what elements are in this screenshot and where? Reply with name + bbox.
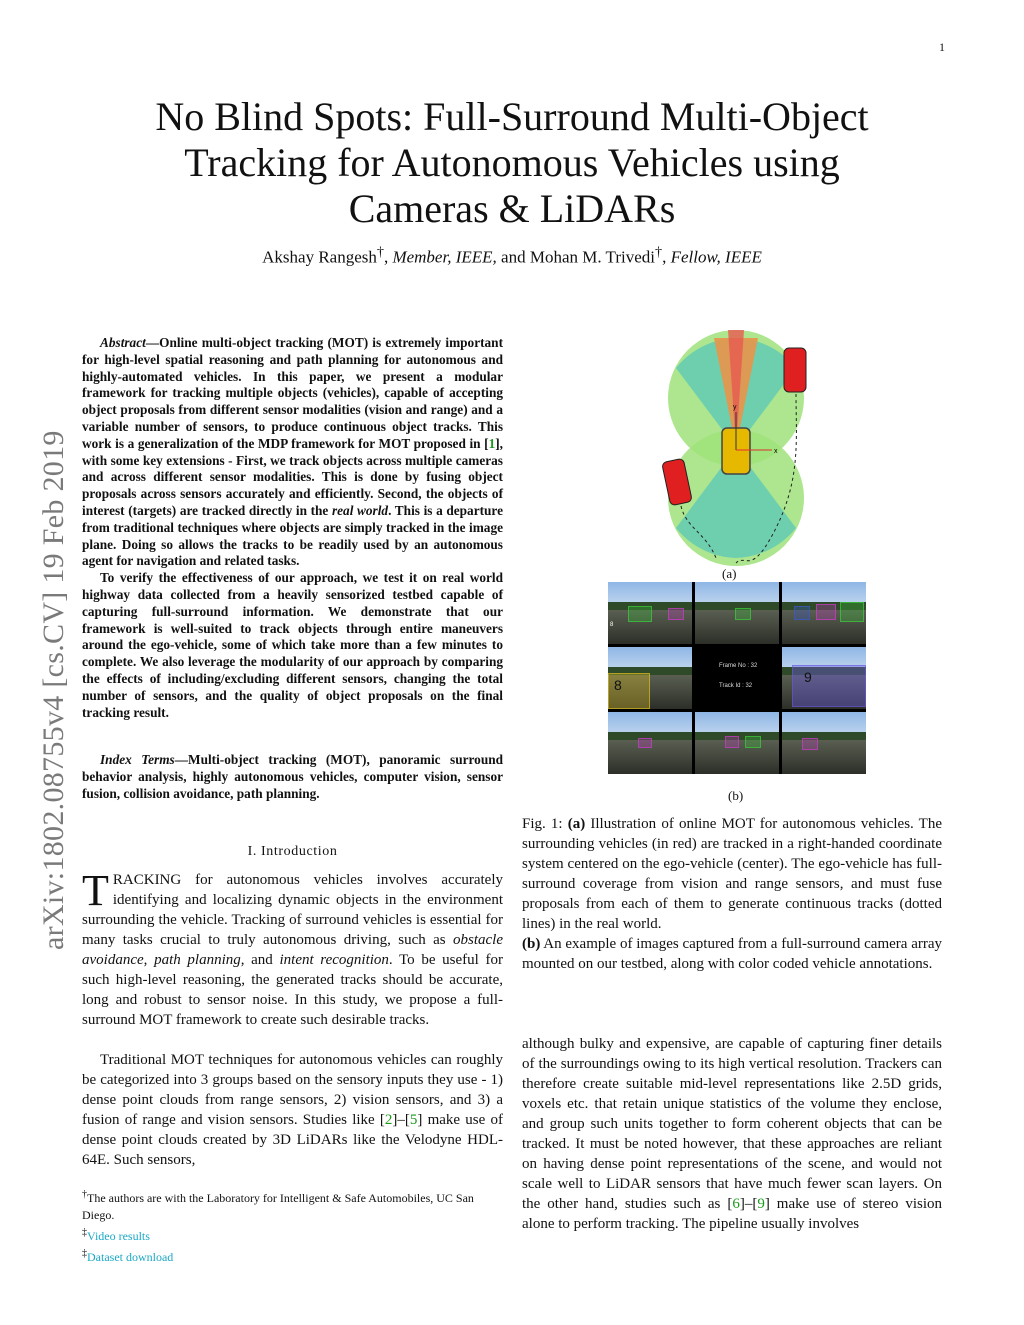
camera-view bbox=[608, 582, 692, 644]
author-2-role: Fellow, IEEE bbox=[670, 247, 762, 267]
caption-text-b: An example of images captured from a full-surround camera array mounted on our testbed, along with color coded vehicle annotations. bbox=[522, 936, 942, 972]
intro2-dash: ]–[ bbox=[392, 1112, 410, 1128]
index-terms bbox=[82, 752, 503, 802]
footnotes bbox=[82, 1186, 503, 1266]
citation-link[interactable]: 1 bbox=[488, 435, 496, 451]
figure-1a-diagram bbox=[636, 328, 836, 568]
arxiv-sidebar: arXiv:1802.08755v4 [cs.CV] 19 Feb 2019 bbox=[37, 430, 70, 950]
caption-prefix: Fig. 1: bbox=[522, 816, 568, 832]
camera-view bbox=[782, 582, 866, 644]
index-terms-text: —Multi-object tracking (MOT), panoramic surround behavior analysis, highly autonomous vehicles, computer vision, sensor fusion, collision avoidance, path planning. bbox=[82, 752, 504, 801]
camera-view bbox=[695, 712, 779, 774]
abstract-label: Abstract bbox=[100, 335, 146, 350]
author-2: Mohan M. Trivedi bbox=[529, 247, 655, 267]
author-line: Akshay Rangesh†, Member, IEEE, and Mohan M. Trivedi†, Fellow, IEEE bbox=[262, 244, 762, 267]
camera-view bbox=[608, 647, 692, 709]
track-id: 9 bbox=[804, 669, 812, 685]
figure-1b-camera-grid bbox=[608, 582, 866, 774]
intro2-text-1: Traditional MOT techniques for autonomous vehicles can roughly be categorized into 3 groups based on the sensory inputs they use - 1) dense point clouds from range sensors, 2) vision sensors, and 3) a fusion of range and vision sensors. Studies like [ bbox=[82, 1052, 503, 1128]
subfigure-a-label: (a) bbox=[722, 566, 737, 581]
camera-view bbox=[695, 582, 779, 644]
track-id: 8 bbox=[614, 677, 622, 693]
author-2-mark: † bbox=[655, 244, 663, 260]
intro-text-2: . To be useful for such high-level reasoning, the generated tracks should be accurate, long and robust to sensor noise. In this study, we propose a full-surround MOT framework to create such desirable tracks. bbox=[82, 952, 503, 1028]
intro-sep-2: , and bbox=[240, 952, 280, 968]
footnote-dataset bbox=[82, 1245, 503, 1266]
footnote-mark: ‡ bbox=[82, 1248, 87, 1259]
intro-text-1: RACKING for autonomous vehicles involves accurately identifying and localizing dynamic objects in the environment surrounding the vehicle. Tracking of surround vehicles is essential for many tasks crucial to truly autonomous driving, such as bbox=[82, 872, 503, 948]
abstract-text-2: ], with some key extensions - First, we track objects across multiple cameras and across different sensor modalities. This is done by fusing object proposals across sensors accurately and efficiently. Second, the objects of interest (targets) are tracked directly in the bbox=[82, 435, 503, 518]
x-axis-label: x bbox=[774, 448, 778, 455]
author-1-mark: † bbox=[376, 244, 384, 260]
abstract-paragraph-2: To verify the effectiveness of our approach, we test it on real world highway data collected from a heavily sensorized testbed capable of capturing full-surround information. We demonstrate that our framework is well-suited to track objects through entire maneuvers around the ego-vehicle, some of which take more than a few minutes to complete. We also leverage the modularity of our approach by comparing the effects of including/excluding different sensors, changing the total number of sensors, and the quality of object proposals on the final tracking result. bbox=[82, 570, 503, 720]
footnote-affiliation bbox=[82, 1186, 503, 1224]
tracked-car bbox=[784, 348, 806, 392]
intro-sep-1: , bbox=[143, 952, 155, 968]
col2-text: although bulky and expensive, are capable of capturing finer details of the surroundings owing to its high vertical resolution. Trackers can therefore create suitable mid-level representations like 2.5D grids, voxels etc. that retain unique statistics of the volume they enclose, and group such units together to form coherent objects that can be tracked. It must be noted however, that these approaches are reliant on having dense point representations of the scene, and would not scale well to LiDAR sensors that have much fewer scan layers. On the other hand, studies such as [ bbox=[522, 1036, 942, 1212]
drop-cap: T bbox=[82, 866, 109, 915]
paper-title: No Blind Spots: Full-Surround Multi-Object Tracking for Autonomous Vehicles using Cameras & LiDARs bbox=[155, 94, 869, 231]
video-results-link[interactable]: Video results bbox=[87, 1229, 150, 1243]
track-id: 8 bbox=[610, 622, 614, 628]
author-and: and bbox=[501, 247, 526, 267]
caption-mark-b: (b) bbox=[522, 936, 541, 952]
camera-view bbox=[608, 712, 692, 774]
intro-emph-2: path planning bbox=[154, 952, 241, 968]
footnote-text: The authors are with the Laboratory for Intelligent & Safe Automobiles, UC San Diego. bbox=[82, 1191, 474, 1222]
footnote-mark: † bbox=[82, 1189, 87, 1200]
author-1-role: Member, IEEE, bbox=[392, 247, 497, 267]
citation-link[interactable]: 2 bbox=[384, 1112, 393, 1128]
footnote-video bbox=[82, 1224, 503, 1245]
frame-number: Frame No : 32 bbox=[719, 663, 758, 669]
abstract-emph: real world bbox=[331, 502, 389, 518]
abstract bbox=[82, 335, 503, 721]
author-1: Akshay Rangesh bbox=[262, 247, 377, 267]
camera-view bbox=[782, 712, 866, 774]
abstract-text-1: —Online multi-object tracking (MOT) is extremely important for high-level spatial reasoning and path planning for autonomous and highly-automated vehicles. In this paper, we present a modular framework for tracking multiple objects (vehicles), capable of accepting object proposals from different sensor modalities (vision and range) and a variable number of sensors, to produce continuous object tracks. This work is a generalization of the MDP framework for MOT proposed in [ bbox=[82, 335, 503, 451]
intro-emph-3: intent recognition bbox=[279, 952, 389, 968]
section-heading: I. Introduction bbox=[247, 844, 338, 859]
citation-link[interactable]: 6 bbox=[732, 1196, 740, 1212]
page-number: 1 bbox=[939, 40, 945, 54]
intro-paragraph-1 bbox=[82, 866, 503, 1030]
intro-emph-1: obstacle avoidance bbox=[82, 932, 503, 968]
caption-text-a: Illustration of online MOT for autonomous vehicles. The surrounding vehicles (in red) are tracked in a right-handed coordinate system centered on the ego-vehicle (center). The ego-vehicle has full-surround coverage from vision and range sensors, and must fuse proposals from each of them to generate continuous tracks (dotted lines) in the real world. bbox=[522, 816, 942, 932]
dataset-download-link[interactable]: Dataset download bbox=[87, 1250, 174, 1264]
y-axis-label: y bbox=[733, 404, 737, 411]
caption-mark-a: (a) bbox=[567, 816, 586, 832]
track-id-readout: Track Id : 32 bbox=[719, 683, 753, 689]
col2-text-end: ] make use of stereo vision alone to perform tracking. The pipeline usually involves bbox=[522, 1196, 942, 1232]
intro2-text-2: ] make use of dense point clouds created by 3D LiDARs like the Velodyne HDL-64E. Such sensors, bbox=[82, 1112, 504, 1168]
subfigure-b-label: (b) bbox=[728, 788, 744, 803]
figure-caption bbox=[522, 814, 942, 974]
citation-link[interactable]: 9 bbox=[757, 1196, 765, 1212]
intro-paragraph-2 bbox=[82, 1050, 503, 1170]
camera-view bbox=[782, 647, 866, 709]
info-panel bbox=[695, 647, 779, 709]
citation-link[interactable]: 5 bbox=[409, 1112, 418, 1128]
column-2-text bbox=[522, 1034, 942, 1234]
index-terms-label: Index Terms bbox=[100, 752, 175, 767]
col2-dash: ]–[ bbox=[739, 1196, 758, 1212]
footnote-mark: ‡ bbox=[82, 1227, 87, 1238]
abstract-text-3: . This is a departure from traditional techniques where objects are simply tracked in the image plane. Doing so allows the tracks to be readily used by an autonomous agent for navigation and related tasks. bbox=[82, 502, 503, 569]
